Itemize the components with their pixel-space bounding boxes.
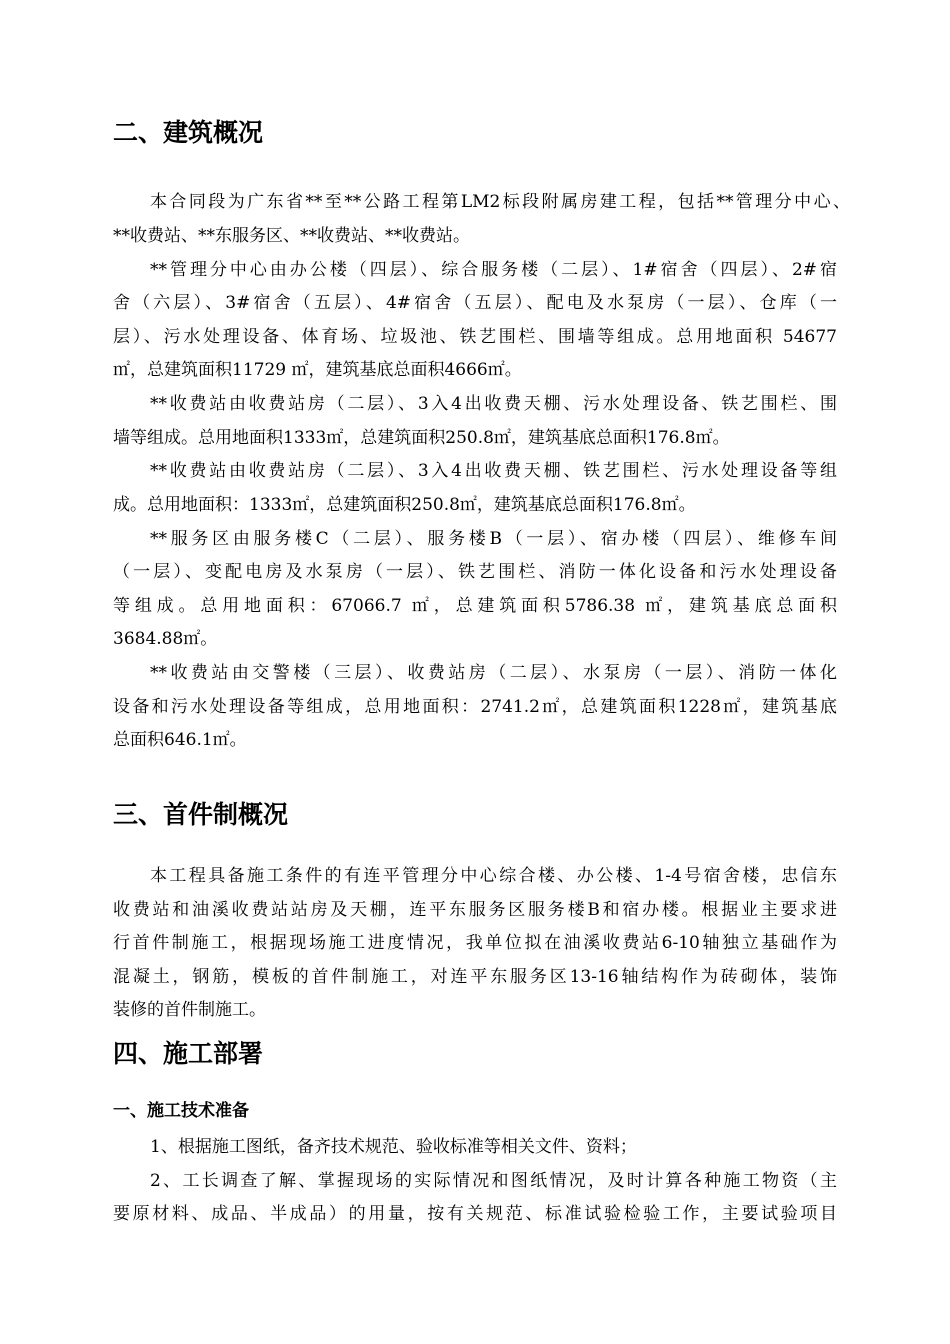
paragraph-line: 要原材料、成品、半成品）的用量，按有关规范、标准试验检验工作，主要试验项目 — [113, 1204, 837, 1224]
paragraph-line: 成。总用地面积：1333㎡，总建筑面积250.8㎡，建筑基底总面积176.8㎡。 — [113, 495, 696, 515]
paragraph-line: 本合同段为广东省**至**公路工程第LM2标段附属房建工程，包括**管理分中心、 — [150, 192, 850, 212]
paragraph-line: 舍（六层）、3#宿舍（五层）、4#宿舍（五层）、配电及水泵房（一层）、仓库（一 — [113, 293, 837, 313]
paragraph-line: 墙等组成。总用地面积1333㎡，总建筑面积250.8㎡，建筑基底总面积176.8㎡。 — [113, 428, 730, 448]
paragraph-line: 装修的首件制施工。 — [113, 1000, 266, 1020]
paragraph-line: **管理分中心由办公楼（四层）、综合服务楼（二层）、1#宿舍（四层）、2#宿 — [150, 260, 837, 280]
paragraph-line: 混凝土，钢筋，模板的首件制施工，对连平东服务区13-16轴结构作为砖砌体，装饰 — [113, 967, 837, 987]
subsection-heading-technical-preparation: 一、施工技术准备 — [113, 1101, 249, 1121]
paragraph-line: 2、工长调查了解、掌握现场的实际情况和图纸情况，及时计算各种施工物资（主 — [150, 1171, 837, 1191]
paragraph-line: 等组成。总用地面积：67066.7 ㎡，总建筑面积5786.38 ㎡，建筑基底总面积 — [113, 596, 837, 616]
paragraph-line: 1、根据施工图纸，备齐技术规范、验收标准等相关文件、资料； — [150, 1137, 637, 1157]
paragraph-line: **收费站由收费站房（二层）、3入4出收费天棚、污水处理设备、铁艺围栏、围 — [150, 394, 837, 414]
paragraph-line: **收费站由交警楼（三层）、收费站房（二层）、水泵房（一层）、消防一体化 — [150, 663, 837, 683]
paragraph-line: 设备和污水处理设备等组成，总用地面积：2741.2㎡，总建筑面积1228㎡，建筑基底 — [113, 697, 837, 717]
paragraph-line: 总面积646.1㎡。 — [113, 730, 247, 750]
paragraph-line: 本工程具备施工条件的有连平管理分中心综合楼、办公楼、1-4号宿舍楼，忠信东 — [150, 866, 837, 886]
paragraph-line: **收费站由收费站房（二层）、3入4出收费天棚、铁艺围栏、污水处理设备等组 — [150, 461, 837, 481]
section-heading-construction-deployment: 四、施工部署 — [113, 1039, 264, 1068]
paragraph-line: 3684.88㎡。 — [113, 629, 218, 649]
paragraph-line: 行首件制施工，根据现场施工进度情况，我单位拟在油溪收费站6-10轴独立基础作为 — [113, 933, 837, 953]
paragraph-line: **服务区由服务楼C（二层）、服务楼B（一层）、宿办楼（四层）、维修车间 — [150, 529, 837, 549]
section-heading-first-piece-overview: 三、首件制概况 — [113, 800, 289, 829]
paragraph-line: 收费站和油溪收费站站房及天棚，连平东服务区服务楼B和宿办楼。根据业主要求进 — [113, 900, 837, 920]
paragraph-line: ㎡，总建筑面积11729 ㎡，建筑基底总面积4666㎡。 — [113, 360, 522, 380]
paragraph-line: **收费站、**东服务区、**收费站、**收费站。 — [113, 226, 470, 246]
paragraph-line: （一层）、变配电房及水泵房（一层）、铁艺围栏、消防一体化设备和污水处理设备 — [113, 562, 837, 582]
paragraph-line: 层）、污水处理设备、体育场、垃圾池、铁艺围栏、围墙等组成。总用地面积 54677 — [113, 327, 837, 347]
section-heading-building-overview: 二、建筑概况 — [113, 118, 264, 147]
